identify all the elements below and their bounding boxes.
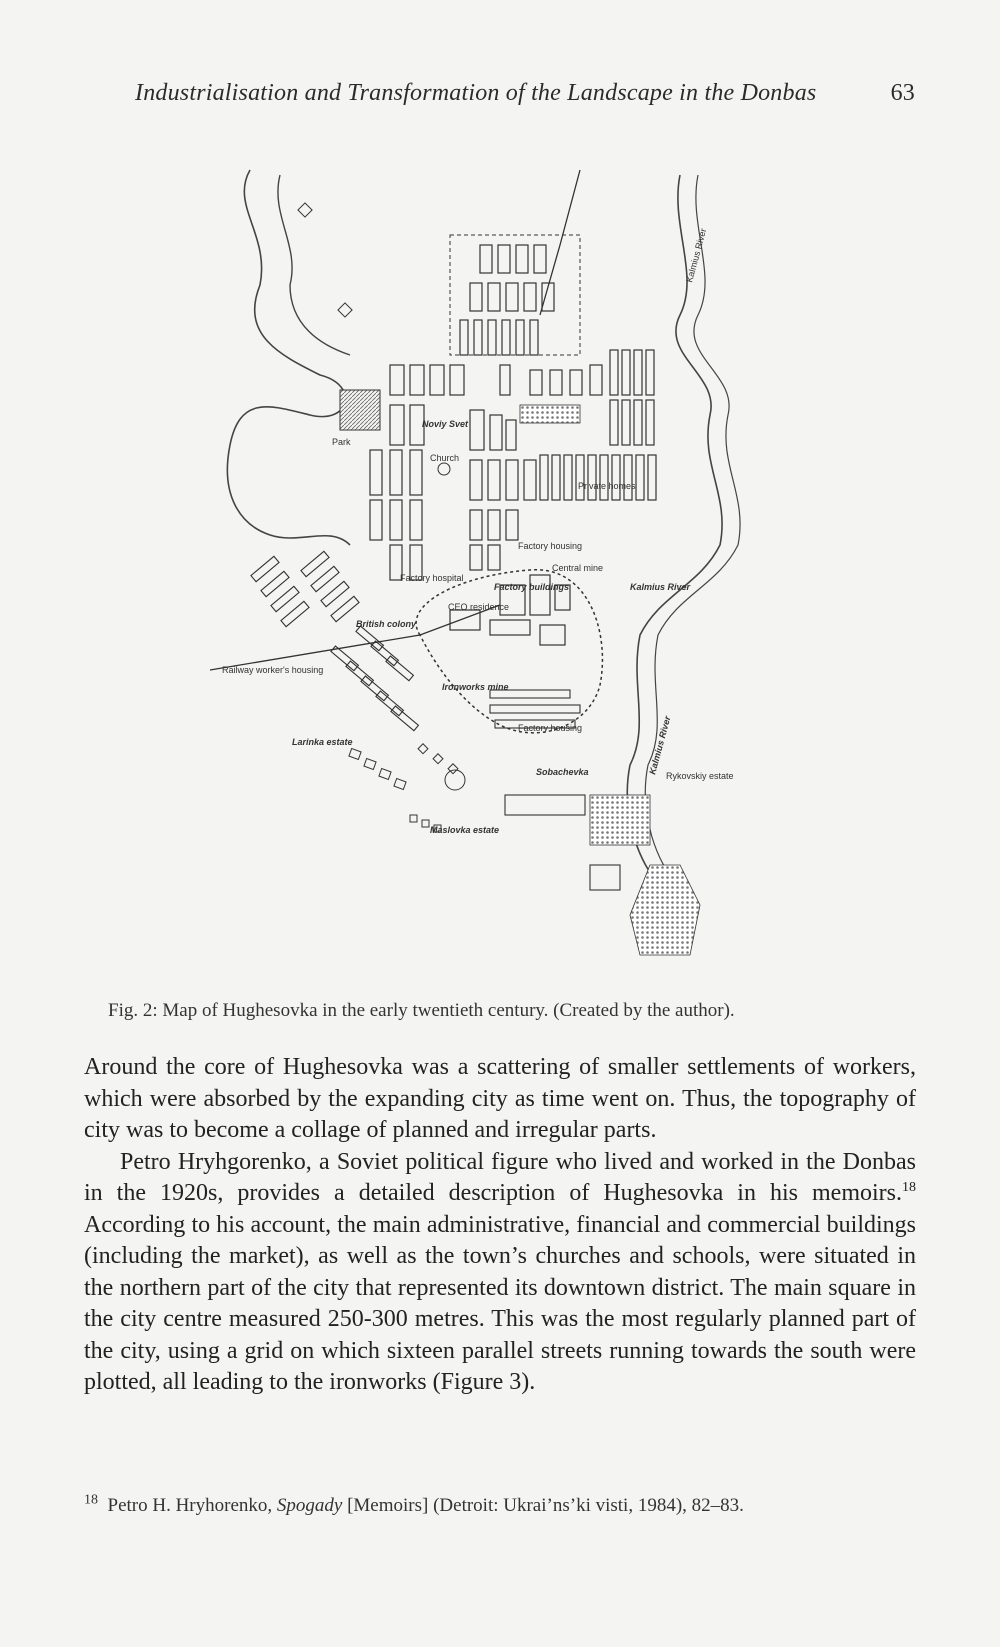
sobachevka-dotted [590, 795, 650, 845]
footnote [84, 1492, 916, 1517]
map-label-british-colony: British colony [356, 619, 417, 629]
footnote-number: 18 [84, 1492, 98, 1508]
main-grid-blocks [370, 350, 656, 580]
map-label-kalmius-top: Kalmius River [684, 227, 709, 284]
page-number: 63 [890, 80, 915, 106]
map-label-railway-housing: Railway worker's housing [222, 665, 324, 675]
map-label-ironworks-mine: Ironworks mine [442, 682, 509, 692]
paragraph-2-start: Petro Hryhgorenko, a Soviet political figure who lived and worked in the Donbas in the 1920s, provides a detailed description of Hughesovka in his memoirs. [84, 1148, 916, 1206]
park-area [340, 390, 380, 430]
map-label-factory-housing-top: Factory housing [518, 541, 583, 551]
map-label-ceo-residence: CEO residence [448, 602, 510, 612]
factory-boundary-dashed [416, 570, 602, 733]
paragraph-2 [84, 1147, 916, 1399]
footnote-text-start: Petro H. Hryhorenko, [107, 1495, 277, 1516]
map-label-kalmius-bottom: Kalmius River [647, 714, 673, 776]
west-river-bank [278, 175, 350, 355]
rykovskiy-dotted [630, 865, 700, 955]
map-label-sobachevka: Sobachevka [536, 767, 589, 777]
map-label-factory-buildings: Factory buildings [494, 582, 570, 592]
map-label-rykovskiy: Rykovskiy estate [666, 771, 734, 781]
hughesovka-map [200, 165, 920, 995]
map-label-church: Church [430, 453, 460, 463]
map-figure [200, 165, 920, 995]
pond [445, 770, 465, 790]
larinka-blocks [331, 626, 418, 731]
railway-line-west [210, 605, 500, 670]
railway-line-north [540, 170, 580, 315]
map-label-private-homes: Private homes [578, 481, 636, 491]
running-head [135, 80, 915, 107]
paragraph-2-end: According to his account, the main administrative, financial and commercial buildings (including the market), as well as the town’s churches and schools, were situated in the northern part of the city that represented its downtown district. The main square in the city centre measured 250-300 metres. This was the most regularly planned part of the city, using a grid on which sixteen parallel streets running towards the south were plotted, all leading to the ironworks (Figure 3). [84, 1211, 916, 1395]
footnote-book-title: Spogady [276, 1495, 343, 1516]
footnote-ref[interactable]: 18 [902, 1180, 916, 1195]
body-text [84, 1052, 916, 1399]
running-head-title: Industrialisation and Transformation of the Landscape in the Donbas [135, 80, 817, 106]
south-block [590, 865, 620, 890]
sobachevka-block [505, 795, 585, 815]
map-label-maslovka: Maslovka estate [430, 825, 500, 835]
figure-caption: Fig. 2: Map of Hughesovka in the early twentieth century. (Created by the author). [108, 1000, 735, 1021]
noviy-svet-block [520, 405, 580, 423]
map-label-larinka: Larinka estate [292, 737, 353, 747]
map-label-central-mine: Central mine [552, 563, 604, 573]
map-label-noviy-svet: Noviy Svet [422, 419, 469, 429]
church-marker [438, 463, 450, 475]
paragraph-1: Around the core of Hughesovka was a scattering of smaller settlements of workers, which were absorbed by the expanding city as time went on. Thus, the topography of city was to become a collage of planned and irregular parts. [84, 1054, 916, 1143]
footnote-text-end: [Memoirs] (Detroit: Ukrai’ns’ki visti, 1984), 82–83. [342, 1495, 744, 1516]
map-label-park: Park [332, 437, 351, 447]
downtown-blocks [460, 245, 554, 355]
map-label-factory-housing-bottom: Factory housing [518, 723, 583, 733]
map-label-factory-hospital: Factory hospital [400, 573, 464, 583]
railway-housing-blocks [251, 551, 359, 626]
west-river-outline [227, 170, 350, 545]
map-label-kalmius-mid: Kalmius River [630, 582, 691, 592]
